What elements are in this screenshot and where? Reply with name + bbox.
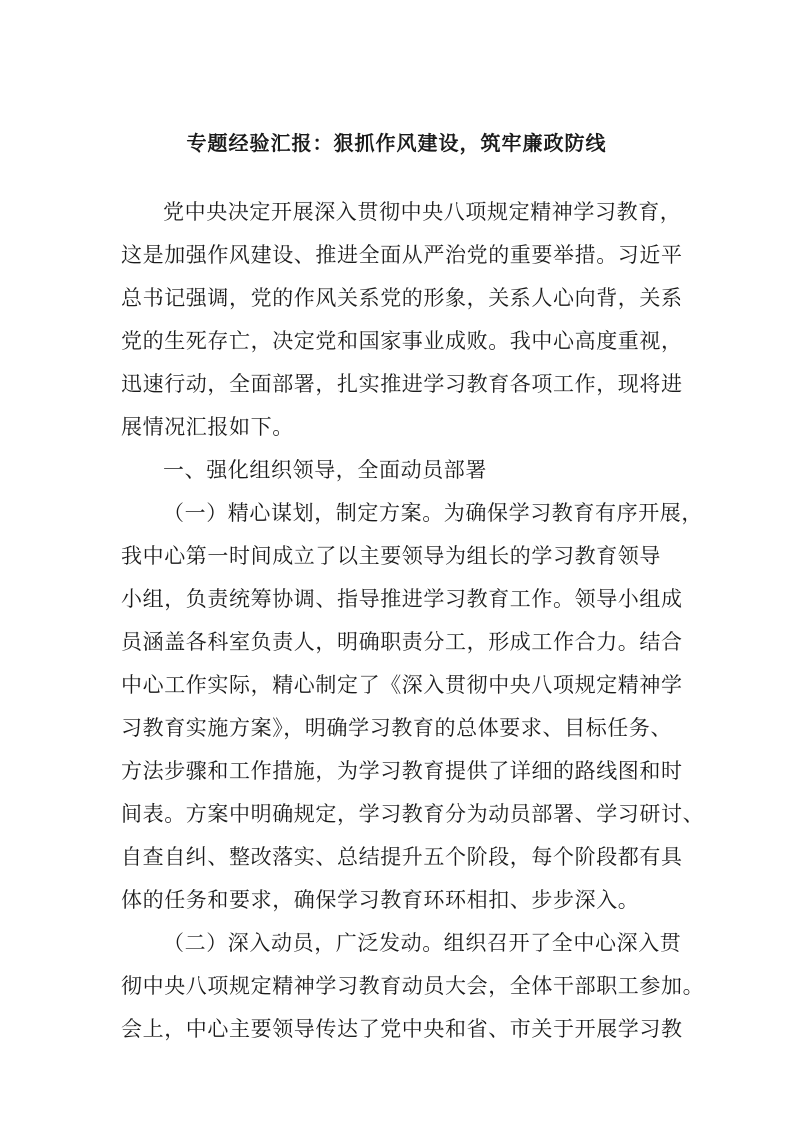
paragraph-line: 彻中央八项规定精神学习教育动员大会，全体干部职工参加。	[121, 974, 705, 998]
paragraph-line: 会上，中心主要领导传达了党中央和省、市关于开展学习教	[121, 1017, 683, 1041]
paragraph-line: 这是加强作风建设、推进全面从严治党的重要举措。习近平	[121, 243, 683, 267]
paragraph-line: 方法步骤和工作措施，为学习教育提供了详细的路线图和时	[121, 759, 683, 783]
paragraph-line: 间表。方案中明确规定，学习教育分为动员部署、学习研讨、	[121, 802, 705, 826]
paragraph-line: 小组，负责统筹协调、指导推进学习教育工作。领导小组成	[121, 587, 683, 611]
paragraph-line: 党的生死存亡，决定党和国家事业成败。我中心高度重视，	[121, 329, 683, 353]
paragraph-line: 中心工作实际，精心制定了《深入贯彻中央八项规定精神学	[121, 673, 683, 697]
document-title: 专题经验汇报：狠抓作风建设，筑牢廉政防线	[186, 131, 607, 155]
paragraph-line: 体的任务和要求，确保学习教育环环相扣、步步深入。	[121, 888, 640, 912]
paragraph-line: 展情况汇报如下。	[121, 415, 294, 439]
paragraph-line: （二）深入动员，广泛发动。组织召开了全中心深入贯	[163, 931, 682, 955]
paragraph-line: 迅速行动，全面部署，扎实推进学习教育各项工作，现将进	[121, 372, 683, 396]
paragraph-line: 党中央决定开展深入贯彻中央八项规定精神学习教育，	[163, 200, 682, 224]
paragraph-line: 员涵盖各科室负责人，明确职责分工，形成工作合力。结合	[121, 630, 683, 654]
section-heading: 一、强化组织领导，全面动员部署	[163, 458, 487, 482]
paragraph-line: 自查自纠、整改落实、总结提升五个阶段，每个阶段都有具	[121, 845, 683, 869]
paragraph-line: 总书记强调，党的作风关系党的形象，关系人心向背，关系	[121, 286, 683, 310]
paragraph-line: 我中心第一时间成立了以主要领导为组长的学习教育领导	[121, 544, 661, 568]
paragraph-line: 习教育实施方案》，明确学习教育的总体要求、目标任务、	[121, 716, 673, 740]
paragraph-line: （一）精心谋划，制定方案。为确保学习教育有序开展，	[163, 501, 703, 525]
